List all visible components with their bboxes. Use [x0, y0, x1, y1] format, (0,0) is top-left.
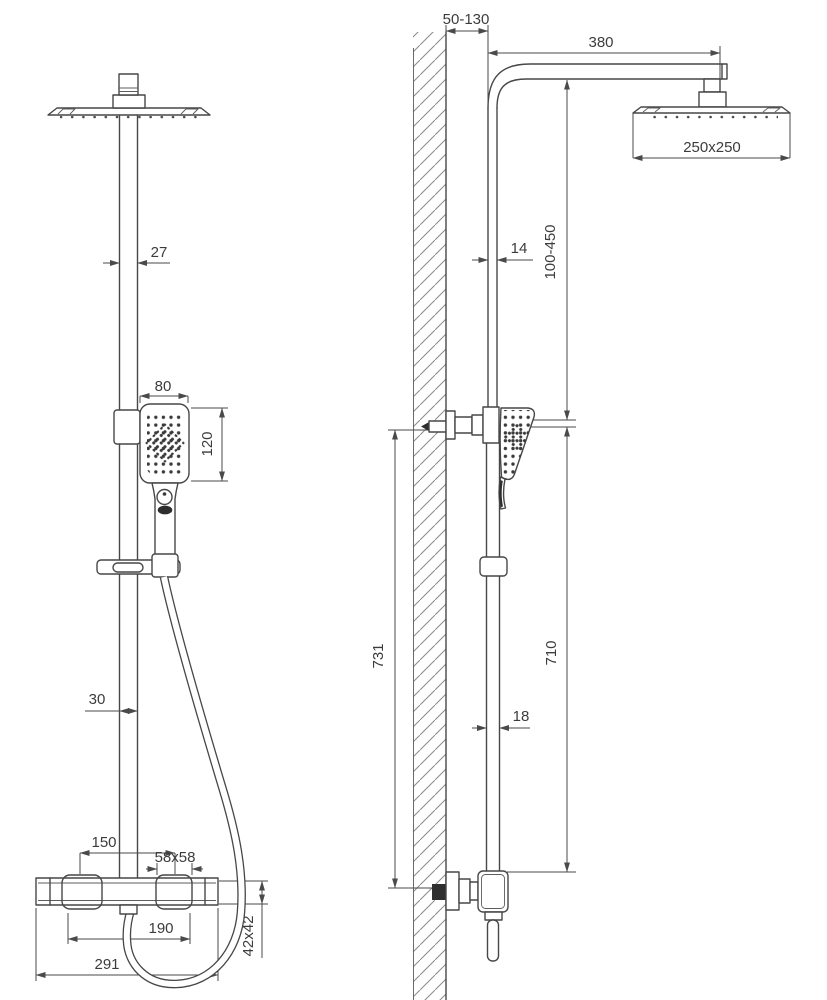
dim-label-27: 27: [150, 244, 168, 261]
dim-pipe-upper-side: [472, 240, 533, 260]
overhead-shower-side: [633, 79, 790, 158]
front-view: [36, 74, 268, 984]
wall: [413, 32, 446, 1000]
dim-wall-offset: [443, 11, 490, 108]
dim-label-190: 190: [148, 920, 174, 937]
riser-pipe-front: [120, 115, 138, 878]
shelf-cutout: [113, 563, 143, 572]
dim-label-100-450: 100-450: [542, 224, 559, 280]
valve-nut: [485, 912, 502, 920]
shower-arm: [488, 64, 727, 108]
soap-shelf: [97, 554, 180, 577]
valve-wall-anchor: [432, 884, 446, 900]
bracket-step: [472, 415, 483, 435]
dim-label-150: 150: [91, 834, 117, 851]
mixer-hose-outlet: [120, 905, 137, 914]
valve-step: [459, 879, 470, 903]
dim-label-50-130: 50-130: [442, 11, 490, 28]
dim-label-291: 291: [94, 956, 120, 973]
side-view: [370, 11, 790, 1000]
dim-hand-shower-height: [191, 408, 228, 481]
dim-label-120: 120: [199, 431, 216, 457]
dim-arm-length: [488, 34, 720, 79]
dim-label-58x58: 58x58: [154, 849, 196, 866]
head-connector-side: [699, 92, 726, 107]
bracket-escutcheon: [446, 411, 455, 439]
dim-pipe-lower-front: [85, 691, 138, 711]
slider-holder-front: [114, 410, 140, 444]
valve-handle: [488, 920, 499, 961]
nozzle-row-front: [60, 116, 198, 121]
dim-label-14: 14: [510, 240, 528, 257]
head-swivel-side: [704, 79, 720, 92]
shower-hose: [120, 577, 242, 984]
dim-overall-right: [506, 427, 576, 872]
dim-label-18: 18: [512, 708, 530, 725]
valve-escutcheon: [446, 872, 459, 910]
dim-label-42x42: 42x42: [240, 915, 257, 957]
bracket-arm: [455, 417, 472, 433]
nozzle-row-side: [646, 114, 778, 119]
dim-pipe-lower-side: [472, 708, 530, 728]
dim-label-731: 731: [370, 643, 387, 669]
handle-button: [157, 490, 172, 505]
anchor-bolt: [429, 421, 446, 432]
dim-label-380: 380: [588, 34, 614, 51]
slider-clamp: [480, 557, 507, 576]
dim-label-80: 80: [154, 378, 172, 395]
mixer-valve-front: [36, 875, 218, 909]
dim-pipe-upper-front: [103, 244, 170, 263]
valve-neck: [470, 882, 478, 900]
bracket-holder: [483, 407, 499, 443]
hose-connector-front: [152, 554, 178, 577]
hand-shower-side: [499, 408, 538, 509]
handle-spray-toggle: [158, 506, 173, 515]
hand-shower-front: [114, 404, 189, 556]
dim-label-250x250: 250x250: [683, 139, 741, 156]
head-connector-front: [113, 95, 145, 108]
overhead-shower-front: [48, 74, 210, 121]
valve-body: [478, 871, 508, 912]
riser-pipe-side: [487, 64, 728, 871]
dim-label-710: 710: [543, 640, 560, 666]
dim-label-30: 30: [88, 691, 106, 708]
dim-hand-shower-width: [140, 378, 188, 403]
wall-hatching: [413, 32, 446, 1000]
